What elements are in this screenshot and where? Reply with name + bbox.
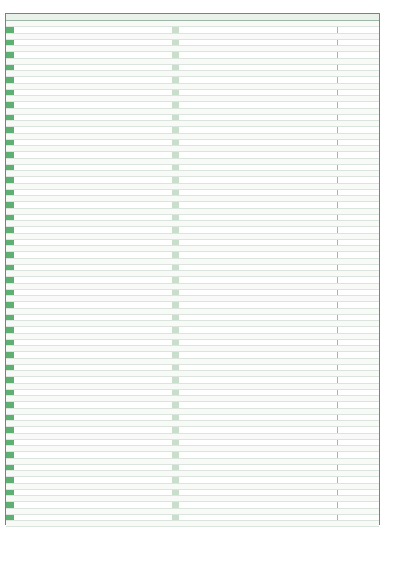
data-table	[5, 13, 380, 525]
page-footer	[0, 545, 400, 551]
table-header-row	[6, 14, 379, 21]
document-title	[0, 2, 400, 10]
table-caption	[0, 532, 400, 538]
table-row	[6, 521, 379, 527]
table-rows	[6, 21, 379, 524]
